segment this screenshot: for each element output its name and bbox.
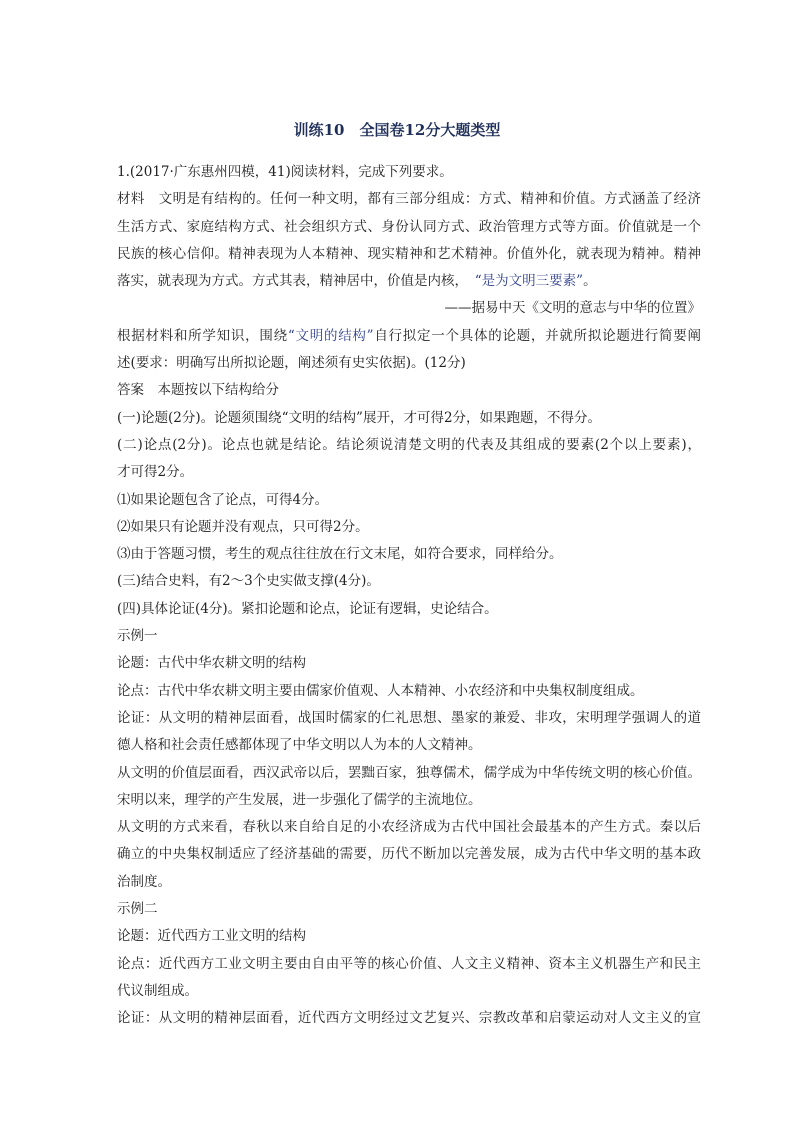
- material-source: ——据易中天《文明的意志与中华的位置》: [444, 300, 701, 317]
- example-heading: 示例一: [117, 628, 158, 645]
- answer-line: 宋明以来，理学的产生发展，进一步强化了儒学的主流地位。: [117, 791, 482, 808]
- answer-heading: 答案 本题按以下结构给分: [117, 382, 279, 399]
- requirement-text: 根据材料和所学知识，围绕: [117, 327, 288, 344]
- answer-line: 论题：古代中华农耕文明的结构: [117, 655, 306, 672]
- material-line: 材料 文明是有结构的。任何一种文明，都有三部分组成：方式、精神和价值。方式涵盖了经济: [117, 191, 701, 208]
- answer-line: 论证：从文明的精神层面看，近代西方文明经过文艺复兴、宗教改革和启蒙运动对人文主义的宣: [117, 1010, 701, 1027]
- requirement-line: [117, 323, 701, 350]
- material-text: 落实，就表现为方式。方式其表，精神居中，价值是内核，: [117, 273, 475, 290]
- answer-line: 代议制组成。: [117, 982, 198, 999]
- answer-line: ⑴如果论题包含了论点，可得4分。: [117, 491, 329, 508]
- answer-line: 论证：从文明的精神层面看，战国时儒家的仁礼思想、墨家的兼爱、非攻，宋明理学强调人的道: [117, 709, 701, 726]
- requirement-text: 自行拟定一个具体的论题，并就所拟论题进行简要阐: [373, 327, 701, 344]
- answer-line: 德人格和社会责任感都体现了中华文明以人为本的人文精神。: [117, 737, 482, 754]
- question-heading: 1.(2017·广东惠州四模，41)阅读材料，完成下列要求。: [117, 164, 453, 180]
- answer-line: 治制度。: [117, 873, 171, 890]
- answer-line: ⑵如果只有论题并没有观点，只可得2分。: [117, 518, 369, 535]
- material-line: 民族的核心信仰。精神表现为人本精神、现实精神和艺术精神。价值外化，就表现为精神。精神: [117, 245, 701, 262]
- answer-line: 确立的中央集权制适应了经济基础的需要，历代不断加以完善发展，成为古代中华文明的基本政: [117, 846, 701, 863]
- answer-line: 从文明的价值层面看，西汉武帝以后，罢黜百家，独尊儒术，儒学成为中华传统文明的核心价值。: [117, 764, 701, 781]
- requirement-line: 述(要求：明确写出所拟论题，阐述须有史实依据)。(12分): [117, 355, 466, 372]
- answer-line: 才可得2分。: [117, 464, 194, 481]
- answer-line: 论题：近代西方工业文明的结构: [117, 928, 306, 945]
- answer-line: (三)结合史料，有2～3个史实做支撑(4分)。: [117, 573, 380, 590]
- answer-line: (二)论点(2分)。论点也就是结论。结论须说清楚文明的代表及其组成的要素(2个以上要素)，: [117, 436, 701, 453]
- answer-line: 论点：古代中华农耕文明主要由儒家价值观、人本精神、小农经济和中央集权制度组成。: [117, 682, 644, 699]
- answer-line: (四)具体论证(4分)。紧扣论题和论点，论证有逻辑，史论结合。: [117, 600, 498, 617]
- page-title: 训练10 全国卷12分大题类型: [293, 121, 501, 139]
- requirement-quote: “文明的结构”: [287, 327, 374, 344]
- material-line: 生活方式、家庭结构方式、社会组织方式、身份认同方式、政治管理方式等方面。价值就是一个: [117, 218, 701, 235]
- answer-line: 论点：近代西方工业文明主要由自由平等的核心价值、人文主义精神、资本主义机器生产和民主: [117, 955, 701, 972]
- answer-line: ⑶由于答题习惯，考生的观点往往放在行文末尾，如符合要求，同样给分。: [117, 546, 563, 563]
- material-quote: “是为文明三要素”: [474, 273, 584, 290]
- material-line: [117, 268, 701, 295]
- answer-line: 从文明的方式来看，春秋以来自给自足的小农经济成为古代中国社会最基本的产生方式。秦以后: [117, 819, 701, 836]
- example-heading: 示例二: [117, 901, 158, 918]
- material-text: 。: [583, 273, 597, 290]
- answer-line: (一)论题(2分)。论题须围绕“文明的结构”展开，才可得2分，如果跑题，不得分。: [117, 409, 602, 426]
- document-body: [117, 159, 701, 1033]
